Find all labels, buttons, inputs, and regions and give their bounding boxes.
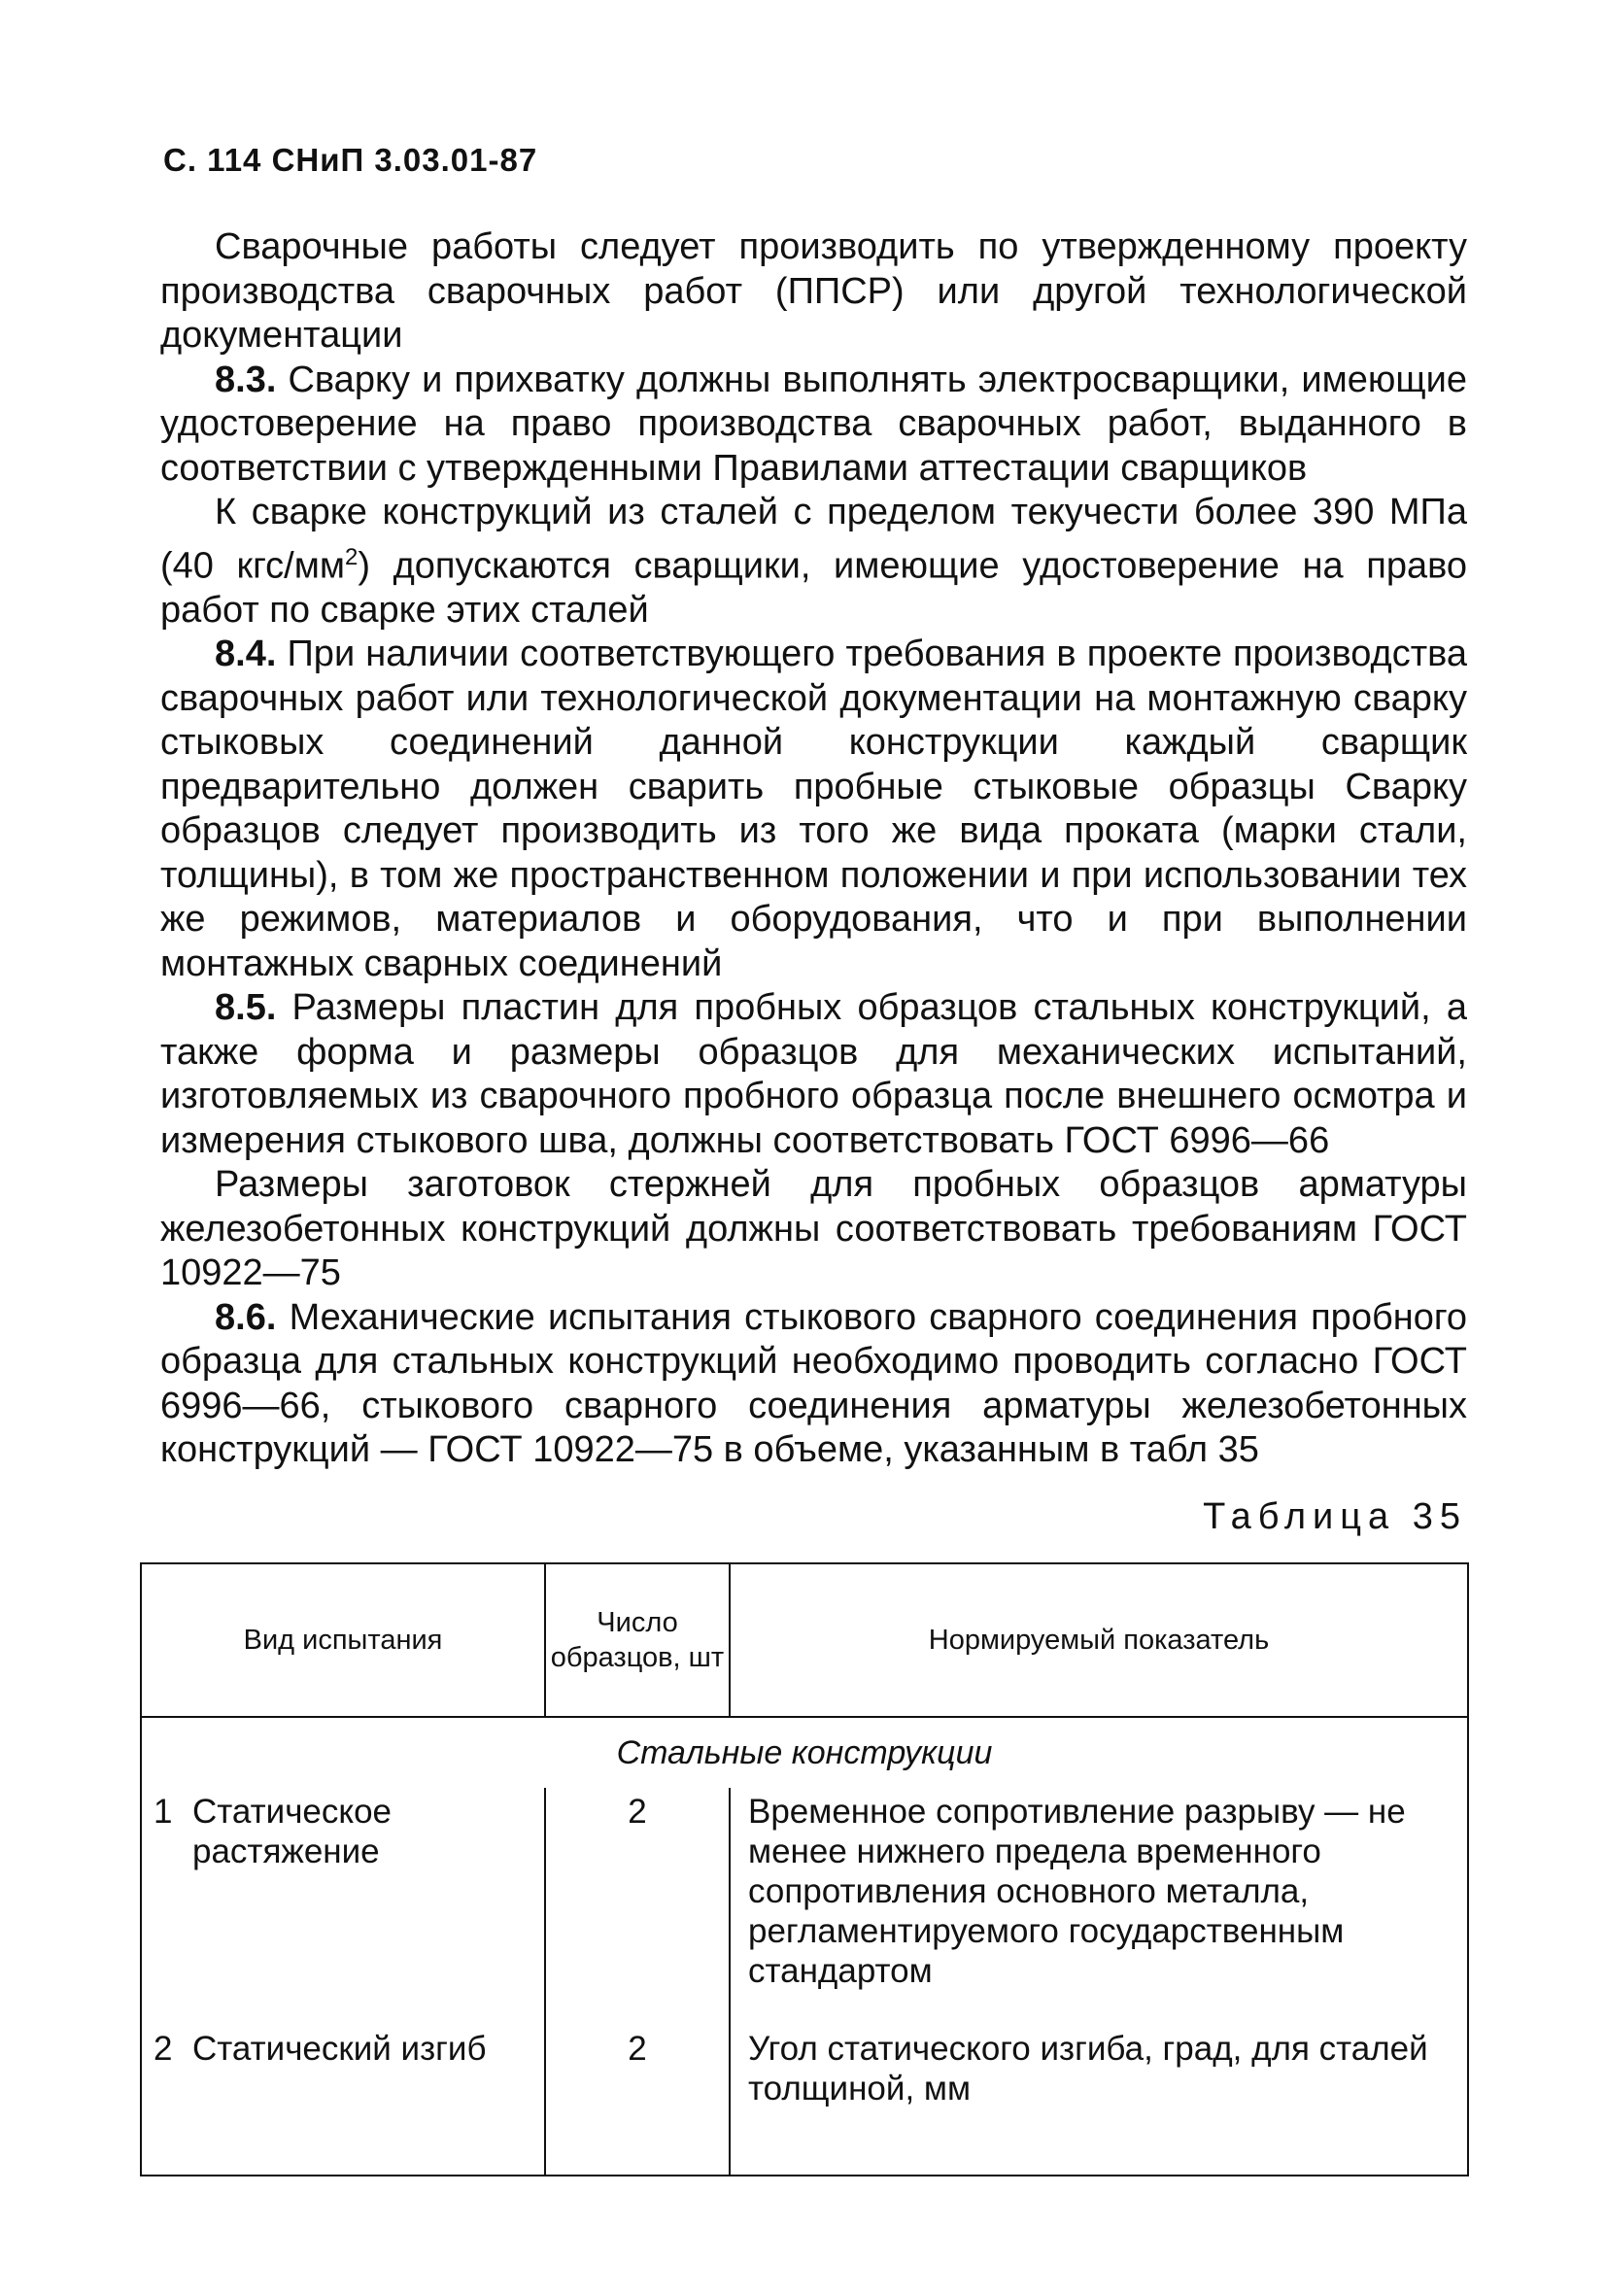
table-header-row [141,1563,1468,1717]
column-header: Число образцов, шт [545,1563,730,1717]
column-header: Нормируемый показатель [730,1563,1468,1717]
clause-number: 8.4. [215,634,277,675]
paragraph [160,225,1467,359]
clause-text: Сварку и прихватку должны выполнять электросварщики, имеющие удостоверение на право производства сварочных работ, выданного в соответствии с утвержденными Правилами аттестации сварщиков [160,359,1467,489]
row-number: 1 [154,1793,173,1831]
paragraph-text: К сварке конструкций из сталей с пределом текучести более 390 МПа (40 кгс/мм [160,492,1467,587]
paragraph [160,491,1467,633]
clause-8-3 [160,359,1467,492]
count-cell: 2 [545,2029,730,2176]
clause-number: 8.3. [215,359,277,400]
paragraph [160,1163,1467,1296]
count-cell: 2 [545,1788,730,2029]
test-cell [141,1788,545,2029]
clause-number: 8.6. [215,1296,277,1338]
table-caption: Таблица 35 [1203,1496,1467,1537]
clause-8-4 [160,633,1467,986]
clause-text: При наличии соответствующего требования в проекте производства сварочных работ или технологической документации на монтажную сварку стыковых соединений данной конструкции каждый сварщик предварительно должен сварить пробные стыковые образцы Сварку образцов следует производить из того же вида проката (марки стали, толщины), в том же пространственном положении и при использовании тех же режимов, материалов и оборудования, что и при выполнении монтажных сварных соединений [160,634,1467,984]
paragraph-text: Размеры заготовок стержней для пробных образцов арматуры железобетонных конструкций должны соответствовать требованиям ГОСТ 10922—75 [160,1164,1467,1294]
table-row [141,1788,1468,2029]
table-section-row [141,1717,1468,1788]
row-number: 2 [154,2030,173,2068]
paragraph-text: Сварочные работы следует производить по утвержденному проекту производства сварочных работ (ППСР) или другой технологической документации [160,226,1467,356]
test-name: Статический изгиб [192,2030,487,2068]
criterion-cell: Временное сопротивление разрыву — не менее нижнего предела временного сопротивления основного металла, регламентируемого государственным стандартом [730,1788,1468,2029]
test-table [140,1562,1469,2176]
test-cell [141,2029,545,2176]
criterion-cell: Угол статического изгиба, град, для сталей толщиной, мм [730,2029,1468,2176]
superscript: 2 [345,543,359,570]
paragraph-text: ) допускаются сварщики, имеющие удостоверение на право работ по сварке этих сталей [160,545,1467,631]
table-row [141,2029,1468,2176]
test-name: Статическое растяжение [192,1793,393,1870]
clause-8-6 [160,1296,1467,1473]
section-title: Стальные конструкции [141,1717,1468,1788]
clause-text: Размеры пластин для пробных образцов стальных конструкций, а также форма и размеры образцов для механических испытаний, изготовляемых из сварочного пробного образца после внешнего осмотра и измерения стыкового шва, должны соответствовать ГОСТ 6996—66 [160,987,1467,1161]
clause-text: Механические испытания стыкового сварного соединения пробного образца для стальных конструкций необходимо проводить согласно ГОСТ 6996—66, стыкового сварного соединения арматуры железобетонных конструкций — ГОСТ 10922—75 в объеме, указанным в табл 35 [160,1296,1467,1471]
column-header: Вид испытания [141,1563,545,1717]
document-body [160,225,1467,1473]
clause-8-5 [160,986,1467,1163]
page-header: С. 114 СНиП 3.03.01-87 [163,142,538,178]
clause-number: 8.5. [215,987,277,1029]
